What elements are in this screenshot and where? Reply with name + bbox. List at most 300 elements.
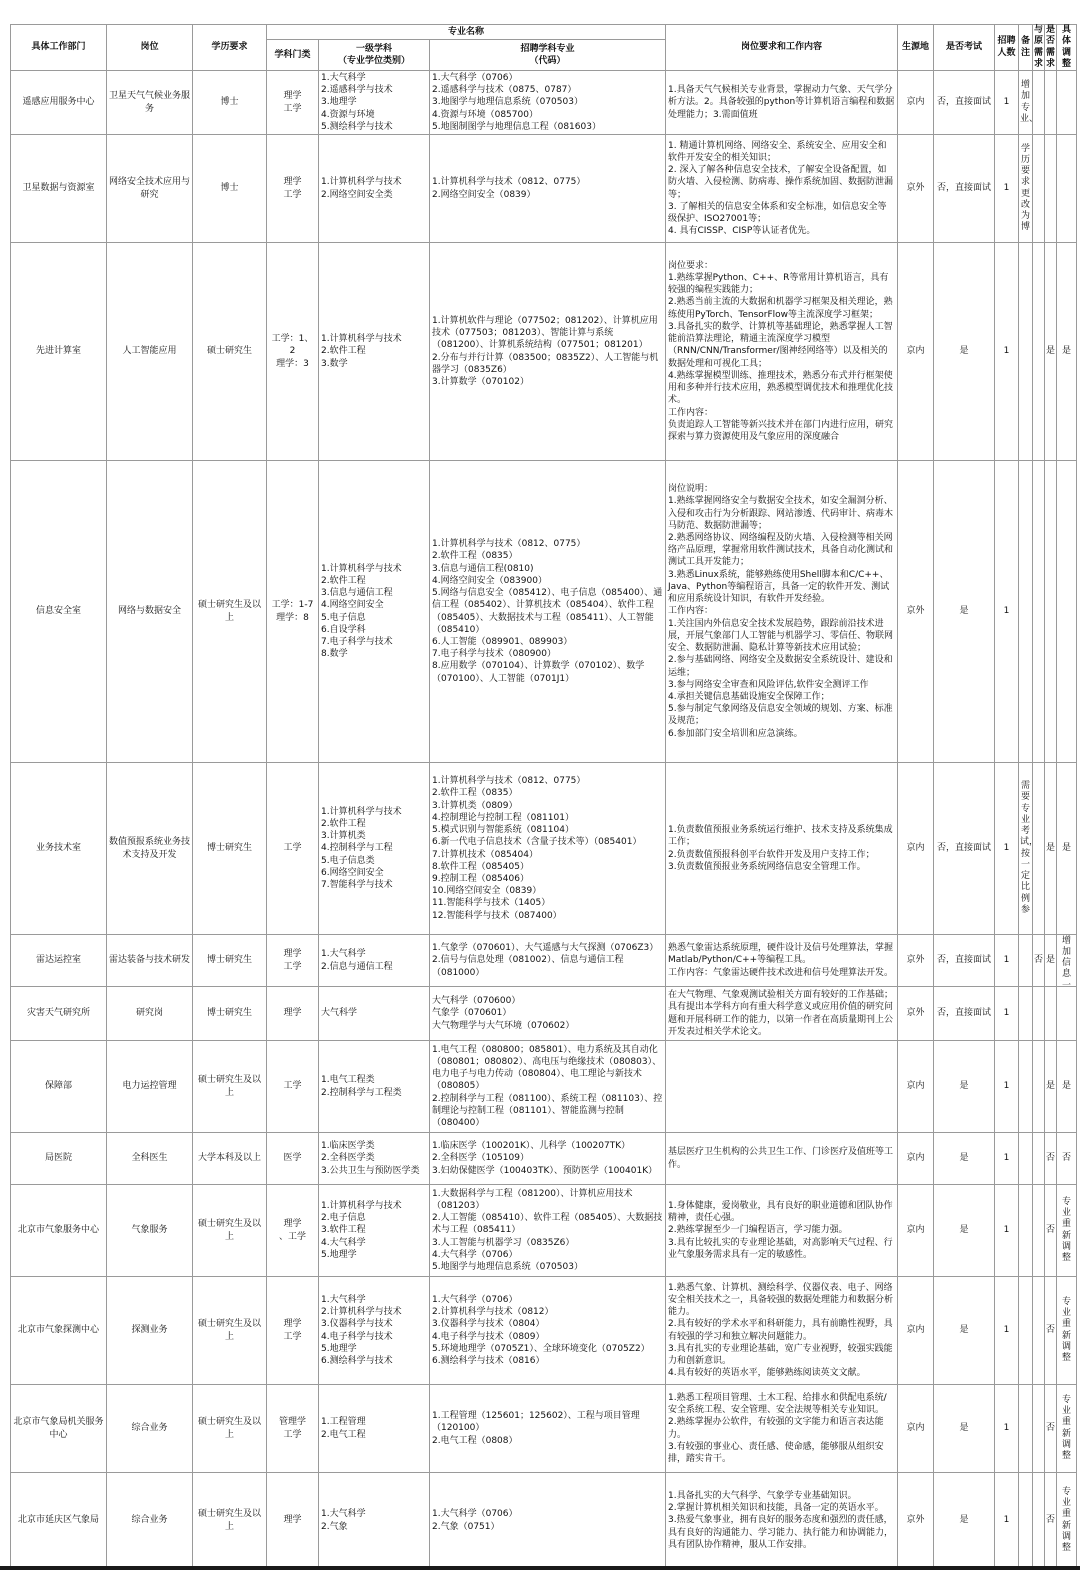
post-text: 电力运控管理 (122, 1081, 177, 1092)
post-text: 研究岗 (135, 1008, 163, 1019)
first-level-text: 1.工程管理 2.电气工程 (321, 1417, 366, 1440)
education-cell (193, 135, 267, 243)
dept-text: 业务技术室 (35, 843, 81, 854)
education-cell (193, 1041, 267, 1133)
origin-text: 京外 (906, 955, 925, 966)
adjust-cell (1057, 461, 1077, 763)
post-cell (107, 1385, 193, 1473)
post-text: 网络安全技术应用与研究 (109, 177, 191, 200)
need-cell (1045, 1385, 1057, 1473)
count-cell (995, 1041, 1019, 1133)
adjust-cell (1057, 763, 1077, 935)
dept-text: 北京市气象探测中心 (17, 1325, 99, 1336)
origin-cell (898, 1185, 934, 1277)
requirements-cell (666, 461, 898, 763)
majors-text: 1.大气科学（0706） 2.计算机科学与技术（0812） 3.仪器科学与技术（0804） 4.电子科学与技术（0809） 5.环境地理学（0705Z1）、全球环境变化（0705Z2） 6.测绘科学与技术（0816） (432, 1294, 650, 1366)
category-cell (267, 763, 319, 935)
table-row (11, 1133, 1077, 1185)
exam-text: 是 (959, 606, 969, 617)
post-text: 数值预报系统业务技术支持及开发 (109, 837, 191, 860)
count-text: 1 (1003, 183, 1010, 194)
education-cell (193, 1185, 267, 1277)
post-text: 雷达装备与技术研发 (109, 955, 191, 966)
dept-text: 北京市气象服务中心 (17, 1225, 99, 1236)
education-cell (193, 1277, 267, 1385)
category-cell (267, 1185, 319, 1277)
count-cell (995, 71, 1019, 135)
post-cell (107, 1277, 193, 1385)
post-cell (107, 71, 193, 135)
first-level-text: 1.计算机科学与技术 2.电子信息 3.软件工程 4.大气科学 5.地理学 (321, 1200, 402, 1260)
dept-text: 先进计算室 (35, 346, 81, 357)
category-text: 工学 (283, 1081, 302, 1092)
majors-text: 1.大气科学（0706） 2.遥感科学与技术（0875、0787） 3.地图学与地理信息系统（070503） 4.资源与环境（085700） 5.地图制图学与地理信息工程（081603） (432, 72, 601, 132)
post-cell (107, 1041, 193, 1133)
remark-cell (1019, 1185, 1033, 1277)
first-level-text: 1.大气科学 2.信息与通信工程 (321, 949, 393, 972)
education-cell (193, 1385, 267, 1473)
table-row (11, 1185, 1077, 1277)
count-text: 1 (1003, 1515, 1010, 1526)
post-cell (107, 135, 193, 243)
table-row (11, 71, 1077, 135)
count-cell (995, 1277, 1019, 1385)
first-level-cell (319, 987, 430, 1041)
majors-cell (430, 243, 666, 461)
header-education: 学历要求 (193, 25, 267, 71)
header-major-group: 专业名称 (267, 25, 666, 40)
dorm-cell (1033, 1473, 1045, 1569)
requirements-cell (666, 1185, 898, 1277)
adjust-cell (1057, 987, 1077, 1041)
majors-cell (430, 1133, 666, 1185)
first-level-cell (319, 1277, 430, 1385)
majors-text: 1.计算机科学与技术（0812、0775） 2.软件工程（0835） 3.信息与通信工程(0810) 4.网络空间安全（083900） 5.网络与信息安全（085412）、电子信息（085400）、通信工程（085402）、计算机技术（085404）、软件工程（085405）、大数据技术与工程（085411）、人工智能（085410） 6.人工智能（089901、089903） 7.电子科学与技术（080900） 8.应用数学（070104）、计算数学（070102）、数学（070100）、人工智能（0701J1） (432, 539, 663, 684)
first-level-cell (319, 763, 430, 935)
majors-text: 1.计算机科学与技术（0812、0775） 2.软件工程（0835） 3.计算机类（0809） 4.控制理论与控制工程（081101） 5.模式识别与智能系统（081104） 6.新一代电子信息技术（含量子技术等）（085401） 7.计算机技术（085404） 8.软件工程（085405） 9.控制工程（085406） 10.网络空间安全（0839） 11.智能科学与技术（1405） 12.智能科学与技术（087400） (432, 776, 642, 921)
table-row (11, 1385, 1077, 1473)
majors-cell (430, 1041, 666, 1133)
count-text: 1 (1003, 843, 1010, 854)
first-level-text: 1.大气科学 2.气象 (321, 1509, 366, 1532)
dept-cell (11, 1277, 107, 1385)
education-text: 硕士研究生 (206, 346, 252, 357)
requirements-text: 熟悉气象雷达系统原理，硬件设计及信号处理算法，掌握Matlab/Python/C++等编程工具。 工作内容：气象雷达硬件技术改进和信号处理算法开发。 (668, 943, 894, 978)
adjust-cell (1057, 71, 1077, 135)
dept-text: 灾害天气研究所 (26, 1008, 90, 1019)
category-text: 工学：1-7 理学：8 (271, 600, 314, 623)
majors-cell (430, 1277, 666, 1385)
origin-cell (898, 1385, 934, 1473)
origin-cell (898, 1133, 934, 1185)
remark-cell (1019, 461, 1033, 763)
count-text: 1 (1003, 1225, 1010, 1236)
first-level-cell (319, 1185, 430, 1277)
origin-text: 京外 (906, 1515, 925, 1526)
first-level-text: 1.计算机科学与技术 2.软件工程 3.数学 (321, 334, 402, 369)
dept-cell (11, 1385, 107, 1473)
category-cell (267, 461, 319, 763)
education-text: 硕士研究生及以上 (197, 1075, 261, 1098)
exam-cell (934, 1385, 995, 1473)
exam-cell (934, 135, 995, 243)
adjust-text: 专业重新调整 (1061, 1394, 1071, 1461)
category-cell (267, 1385, 319, 1473)
count-cell (995, 1185, 1019, 1277)
count-cell (995, 763, 1019, 935)
first-level-text: 1.大气科学 2.遥感科学与技术 3.地理学 4.资源与环境 5.测绘科学与技术 (321, 72, 393, 132)
need-cell (1045, 461, 1057, 763)
first-level-cell (319, 461, 430, 763)
category-text: 管理学 工学 (278, 1417, 306, 1440)
post-cell (107, 763, 193, 935)
dept-cell (11, 1185, 107, 1277)
origin-text: 京内 (906, 843, 925, 854)
requirements-text: 在大气物理、气象观测试验相关方面有较好的工作基础；具有提出本学科方向有重大科学意义或应用价值的研究问题和开展科研工作的能力，以第一作者在高质量期刊上公开发表过相关学术论文。 (668, 990, 894, 1037)
origin-text: 京外 (906, 183, 925, 194)
exam-text: 是 (959, 1515, 969, 1526)
origin-text: 京内 (906, 1225, 925, 1236)
post-cell (107, 1133, 193, 1185)
count-cell (995, 243, 1019, 461)
exam-cell (934, 935, 995, 987)
remark-cell (1019, 1277, 1033, 1385)
education-cell (193, 461, 267, 763)
post-text: 综合业务 (131, 1515, 168, 1526)
adjust-text: 否 (1061, 1152, 1071, 1163)
education-cell (193, 71, 267, 135)
dorm-cell (1033, 763, 1045, 935)
requirements-text: 基层医疗卫生机构的公共卫生工作、门诊医疗及值班等工作。 (668, 1147, 894, 1170)
category-cell (267, 71, 319, 135)
majors-cell (430, 987, 666, 1041)
header-adjust: 具体调整 (1057, 25, 1077, 71)
post-cell (107, 1185, 193, 1277)
requirements-text: 岗位要求： 1.熟练掌握Python、C++、R等常用计算机语言，具有较强的编程实践能力； 2.熟悉当前主流的大数据和机器学习框架及相关理论，熟练使用PyTorch、TensorFlow等主流深度学习框架； 3.具备扎实的数学、计算机等基础理论，熟悉掌握人工智能前沿算法理论，精通主流深度学习模型（RNN/CNN/Transformer/图神经网络等）以及相关的数据处理和可视化工具； 4.熟练掌握模型训练、推理技术，熟悉分布式并行框架使用和多种并行技术应用，熟悉模型调优技术和推理优化技术。 工作内容： 负责追踪人工智能等新兴技术并在部门内进行应用，研究探索与算力资源使用及气象应用的深度融合 (668, 260, 894, 443)
requirements-text: 1.熟悉工程项目管理、土木工程、给排水和供配电系统/安全系统工程、安全管理、安全法规等相关专业知识。 2.熟练掌握办公软件，有较强的文字能力和语言表达能力。 3.有较强的事业心、责任感、使命感，能够服从组织安排，踏实肯干。 (668, 1392, 887, 1464)
remark-cell (1019, 1133, 1033, 1185)
need-cell (1045, 243, 1057, 461)
count-text: 1 (1003, 955, 1010, 966)
dept-text: 雷达运控室 (35, 955, 81, 966)
exam-text: 是 (959, 1423, 969, 1434)
need-cell (1045, 1473, 1057, 1569)
need-cell (1045, 1041, 1057, 1133)
remark-cell (1019, 135, 1033, 243)
education-text: 博士 (220, 97, 239, 108)
count-cell (995, 1133, 1019, 1185)
majors-cell (430, 1185, 666, 1277)
adjust-text: 专业重新调整 (1061, 1296, 1071, 1363)
need-text: 是 (1046, 1080, 1056, 1091)
post-cell (107, 461, 193, 763)
category-text: 理学 工学 (283, 949, 302, 972)
origin-cell (898, 1473, 934, 1569)
category-cell (267, 987, 319, 1041)
post-text: 探测业务 (131, 1325, 168, 1336)
origin-cell (898, 135, 934, 243)
dorm-cell (1033, 1133, 1045, 1185)
table-row (11, 1041, 1077, 1133)
origin-cell (898, 1277, 934, 1385)
header-count: 招聘人数 (995, 25, 1019, 71)
origin-text: 京内 (906, 1423, 925, 1434)
adjust-text: 增加信息一 (1061, 935, 1071, 991)
requirements-cell (666, 1473, 898, 1569)
first-level-cell (319, 1133, 430, 1185)
count-text: 1 (1003, 1423, 1010, 1434)
remark-cell (1019, 71, 1039, 135)
dorm-cell (1033, 243, 1045, 461)
exam-text: 是 (959, 1225, 969, 1236)
first-level-text: 1.临床医学类 2.全科医学类 3.公共卫生与预防医学类 (321, 1141, 420, 1176)
education-text: 硕士研究生及以上 (197, 1417, 261, 1440)
majors-text: 1.电气工程（080800；085801）、电力系统及其自动化（080801；080802）、高电压与绝缘技术（080803）、电力电子与电力传动（080804）、电工理论与新技术（080805） 2.控制科学与工程（081100）、系统工程（081103）、控制理论与控制工程（081101）、智能监测与控制（080400） (432, 1044, 663, 1129)
requirements-cell (666, 135, 898, 243)
need-cell (1045, 1185, 1057, 1277)
origin-cell (898, 763, 934, 935)
header-recruit-major: 招聘学科专业 （代码） (430, 40, 666, 71)
need-text: 否 (1046, 1514, 1056, 1525)
category-cell (267, 1133, 319, 1185)
requirements-text: 1.具备天气气候相关专业背景，掌握动力气象、天气学分析方法。2。具备较强的python等计算机语言编程和数据处理能力；3.需面值班 (668, 85, 895, 120)
first-level-text: 1.计算机科学与技术 2.软件工程 3.信息与通信工程 4.网络空间安全 5.电子信息 6.自设学科 7.电子科学与技术 8.数学 (321, 563, 402, 660)
education-cell (193, 1133, 267, 1185)
requirements-cell (666, 763, 898, 935)
requirements-cell (666, 243, 898, 461)
dept-cell (11, 461, 107, 763)
origin-text: 京内 (906, 1325, 925, 1336)
exam-text: 否，直接面试 (936, 183, 991, 194)
origin-text: 京外 (906, 606, 925, 617)
table-row (11, 763, 1077, 935)
first-level-text: 1.电气工程类 2.控制科学与工程类 (321, 1075, 402, 1098)
need-text: 否 (1046, 1324, 1056, 1335)
majors-text: 1.大气科学（0706） 2.气象（0751） (432, 1509, 518, 1532)
first-level-cell (319, 935, 430, 987)
category-text: 理学 (283, 1515, 302, 1526)
category-text: 理学 、工学 (278, 1219, 306, 1242)
dept-cell (11, 243, 107, 461)
education-text: 硕士研究生及以上 (197, 1509, 261, 1532)
table-row (11, 135, 1077, 243)
dept-text: 北京市气象局机关服务中心 (13, 1417, 104, 1440)
count-text: 1 (1003, 606, 1010, 617)
dept-cell (11, 1473, 107, 1569)
majors-cell (430, 1385, 666, 1473)
origin-cell (898, 461, 934, 763)
header-remark: 备注 (1019, 25, 1033, 71)
header-department: 具体工作部门 (11, 25, 107, 71)
need-text: 是 (1046, 345, 1056, 356)
majors-text: 大气科学（070600） 气象学（070601） 大气物理学与大气环境（070602） (432, 996, 575, 1031)
remark-cell (1019, 987, 1033, 1041)
requirements-text: 岗位说明： 1.熟练掌握网络安全与数据安全技术，如安全漏洞分析、入侵和攻击行为分析跟踪、网站渗透、代码审计、病毒木马防范、数据防泄漏等； 2.熟悉网络协议、网络编程及防火墙、入侵检测等相关网络产品原理，掌握常用软件测试技术，具备自动化测试和测试工具开发能力； 3.熟悉Linux系统，能够熟练使用Shell脚本和C/C++、Java、Python等编程语言，具备一定的软件开发、测试和应用系统设计知识，有软件开发经验。 工作内容： 1.关注国内外信息安全技术发展趋势，跟踪前沿技术进展，开展气象部门人工智能与机器学习、零信任、物联网安全、数据防泄漏、隐私计算等新技术应用试验； 2.参与基础网络、网络安全及数据安全系统设计、建设和运维； 3.参与网络安全审查和风险评估,软件安全测评工作 4.承担关键信息基础设施安全保障工作； 5.参与制定气象网络及信息安全领域的规划、方案、标准及规范； 6.参加部门安全培训和应急演练。 (668, 484, 894, 739)
exam-cell (934, 763, 995, 935)
requirements-cell (666, 1041, 898, 1133)
majors-text: 1.大数据科学与工程（081200）、计算机应用技术（081203） 2.人工智能（085410）、软件工程（085405）、大数据技术与工程（085411） 3.人工智能与机器学习（0835Z6） 4.大气科学（0706） 5.地图学与地理信息系统（070503） (432, 1188, 663, 1273)
education-text: 博士研究生 (206, 843, 252, 854)
requirements-text: 1.具备扎实的大气科学、气象学专业基础知识。 2.掌握计算机相关知识和技能，具备一定的英语水平。 3.热爱气象事业，拥有良好的服务态度和强烈的责任感，具有良好的沟通能力、学习能力、执行能力和协调能力，具有团队协作精神，服从工作安排。 (668, 1490, 894, 1550)
count-cell (995, 935, 1019, 987)
need-cell (1045, 71, 1057, 135)
category-cell (267, 1473, 319, 1569)
adjust-text: 是 (1061, 1080, 1071, 1091)
remark-cell (1019, 1041, 1033, 1133)
adjust-cell (1057, 1385, 1077, 1473)
first-level-cell (319, 1385, 430, 1473)
requirements-cell (666, 1385, 898, 1473)
count-text: 1 (1003, 1008, 1010, 1019)
count-text: 1 (1003, 97, 1010, 108)
requirements-text: 1. 精通计算机网络、网络安全、系统安全、应用安全和软件开发安全的相关知识； 2. 深入了解各种信息安全技术，了解安全设备配置，如防火墙、入侵检测、防病毒、操作系统加固、数据防泄漏等； 3. 了解相关的信息安全体系和安全标准，如信息安全等级保护、ISO27001等； 4. 具有CISSP、CISP等认证者优先。 (668, 140, 894, 237)
dept-text: 保障部 (44, 1081, 72, 1092)
adjust-cell (1057, 1041, 1077, 1133)
category-text: 理学 (283, 1008, 302, 1019)
exam-cell (934, 987, 995, 1041)
exam-text: 是 (959, 346, 969, 357)
exam-text: 是 (959, 1081, 969, 1092)
education-text: 硕士研究生及以上 (197, 1219, 261, 1242)
exam-cell (934, 243, 995, 461)
origin-cell (898, 987, 934, 1041)
exam-cell (934, 1041, 995, 1133)
dorm-cell (1033, 135, 1045, 243)
dorm-cell (1033, 987, 1045, 1041)
need-text: 否 (1046, 1152, 1056, 1163)
origin-text: 京内 (906, 1081, 925, 1092)
header-first-level: 一级学科 （专业学位类别） (319, 40, 430, 71)
header-discipline-category: 学科门类 (267, 40, 319, 71)
education-cell (193, 935, 267, 987)
need-cell (1045, 135, 1057, 243)
first-level-text: 1.计算机科学与技术 2.网络空间安全类 (321, 177, 402, 200)
dorm-cell (1033, 71, 1045, 135)
majors-cell (430, 935, 666, 987)
first-level-cell (319, 1473, 430, 1569)
dorm-cell (1033, 1041, 1045, 1133)
requirements-text: 1.负责数值预报业务系统运行维护、技术支持及系统集成工作； 2.负责数值预报科创平台软件开发及用户支持工作； 3.负责数值预报业务系统网络信息安全管理工作。 (668, 825, 893, 872)
dorm-cell (1033, 461, 1045, 763)
dorm-cell (1033, 1277, 1045, 1385)
exam-cell (934, 1185, 995, 1277)
post-text: 网络与数据安全 (117, 606, 181, 617)
origin-cell (898, 935, 934, 987)
dept-cell (11, 1133, 107, 1185)
majors-text: 1.临床医学（100201K）、儿科学（100207TK） 2.全科医学（105109） 3.妇幼保健医学（100403TK）、预防医学（100401K） (432, 1141, 658, 1176)
header-need: 是否需求 (1046, 25, 1056, 69)
count-cell (995, 135, 1019, 243)
majors-cell (430, 461, 666, 763)
category-text: 理学 工学 (283, 177, 302, 200)
first-level-cell (319, 1041, 430, 1133)
remark-text: 学历要求更改为博 (1020, 143, 1030, 233)
education-cell (193, 243, 267, 461)
remark-cell (1019, 243, 1033, 461)
need-cell (1045, 1277, 1057, 1385)
adjust-cell (1057, 135, 1077, 243)
post-cell (107, 1473, 193, 1569)
dorm-text: 否 (1034, 954, 1044, 965)
exam-cell (934, 461, 995, 763)
requirements-cell (666, 71, 898, 135)
dept-text: 局医院 (44, 1153, 72, 1164)
origin-text: 京内 (906, 97, 925, 108)
need-text: 是 (1046, 954, 1056, 965)
exam-text: 否，直接面试 (936, 843, 991, 854)
requirements-cell (666, 935, 898, 987)
education-text: 博士研究生 (206, 1008, 252, 1019)
dorm-cell (1033, 1185, 1045, 1277)
majors-text: 1.工程管理（125601；125602）、工程与项目管理（120100） 2.电气工程（0808） (432, 1411, 640, 1446)
dept-cell (11, 71, 107, 135)
post-text: 全科医生 (131, 1153, 168, 1164)
table-row (11, 987, 1077, 1041)
adjust-cell (1057, 1277, 1077, 1385)
post-text: 综合业务 (131, 1423, 168, 1434)
count-cell (995, 1385, 1019, 1473)
post-text: 卫星天气气候业务服务 (109, 91, 191, 114)
adjust-cell (1057, 935, 1077, 991)
category-cell (267, 243, 319, 461)
majors-text: 1.计算机科学与技术（0812、0775） 2.网络空间安全（0839） (432, 177, 586, 200)
category-text: 工学：1、2 理学：3 (271, 334, 314, 369)
adjust-text: 专业重新调整 (1061, 1486, 1071, 1553)
need-text: 否 (1046, 1422, 1056, 1433)
adjust-text: 是 (1061, 842, 1071, 853)
adjust-cell (1057, 243, 1077, 461)
education-cell (193, 763, 267, 935)
need-cell (1045, 763, 1057, 935)
education-text: 博士研究生 (206, 955, 252, 966)
majors-cell (430, 71, 666, 135)
first-level-cell (319, 71, 430, 135)
category-cell (267, 135, 319, 243)
header-post: 岗位 (107, 25, 193, 71)
category-cell (267, 1041, 319, 1133)
exam-cell (934, 1133, 995, 1185)
exam-text: 否，直接面试 (936, 1008, 991, 1019)
post-cell (107, 935, 193, 987)
first-level-text: 大气科学 (321, 1008, 358, 1019)
category-text: 理学 工学 (283, 91, 302, 114)
table-row (11, 1277, 1077, 1385)
exam-cell (934, 1277, 995, 1385)
remark-text: 需要专业考试，按一定比例参 (1020, 781, 1039, 915)
dept-cell (11, 763, 107, 935)
need-cell (1045, 935, 1057, 987)
remark-cell (1019, 1473, 1033, 1569)
dept-cell (11, 935, 107, 987)
exam-cell (934, 1473, 995, 1569)
count-cell (995, 1473, 1019, 1569)
origin-cell (898, 243, 934, 461)
education-text: 硕士研究生及以上 (197, 600, 261, 623)
requirements-cell (666, 987, 898, 1041)
bottom-border (0, 1566, 1080, 1570)
post-cell (107, 987, 193, 1041)
exam-text: 是 (959, 1153, 969, 1164)
majors-cell (430, 763, 666, 935)
remark-cell (1019, 935, 1033, 987)
requirements-cell (666, 1133, 898, 1185)
table-row (11, 461, 1077, 763)
recruitment-table (10, 24, 1077, 1569)
table-row (11, 243, 1077, 461)
first-level-text: 1.计算机科学与技术 2.软件工程 3.计算机类 4.控制科学与工程 5.电子信息类 6.网络空间安全 7.智能科学与技术 (321, 806, 402, 891)
remark-cell (1019, 1385, 1033, 1473)
count-text: 1 (1003, 1153, 1010, 1164)
